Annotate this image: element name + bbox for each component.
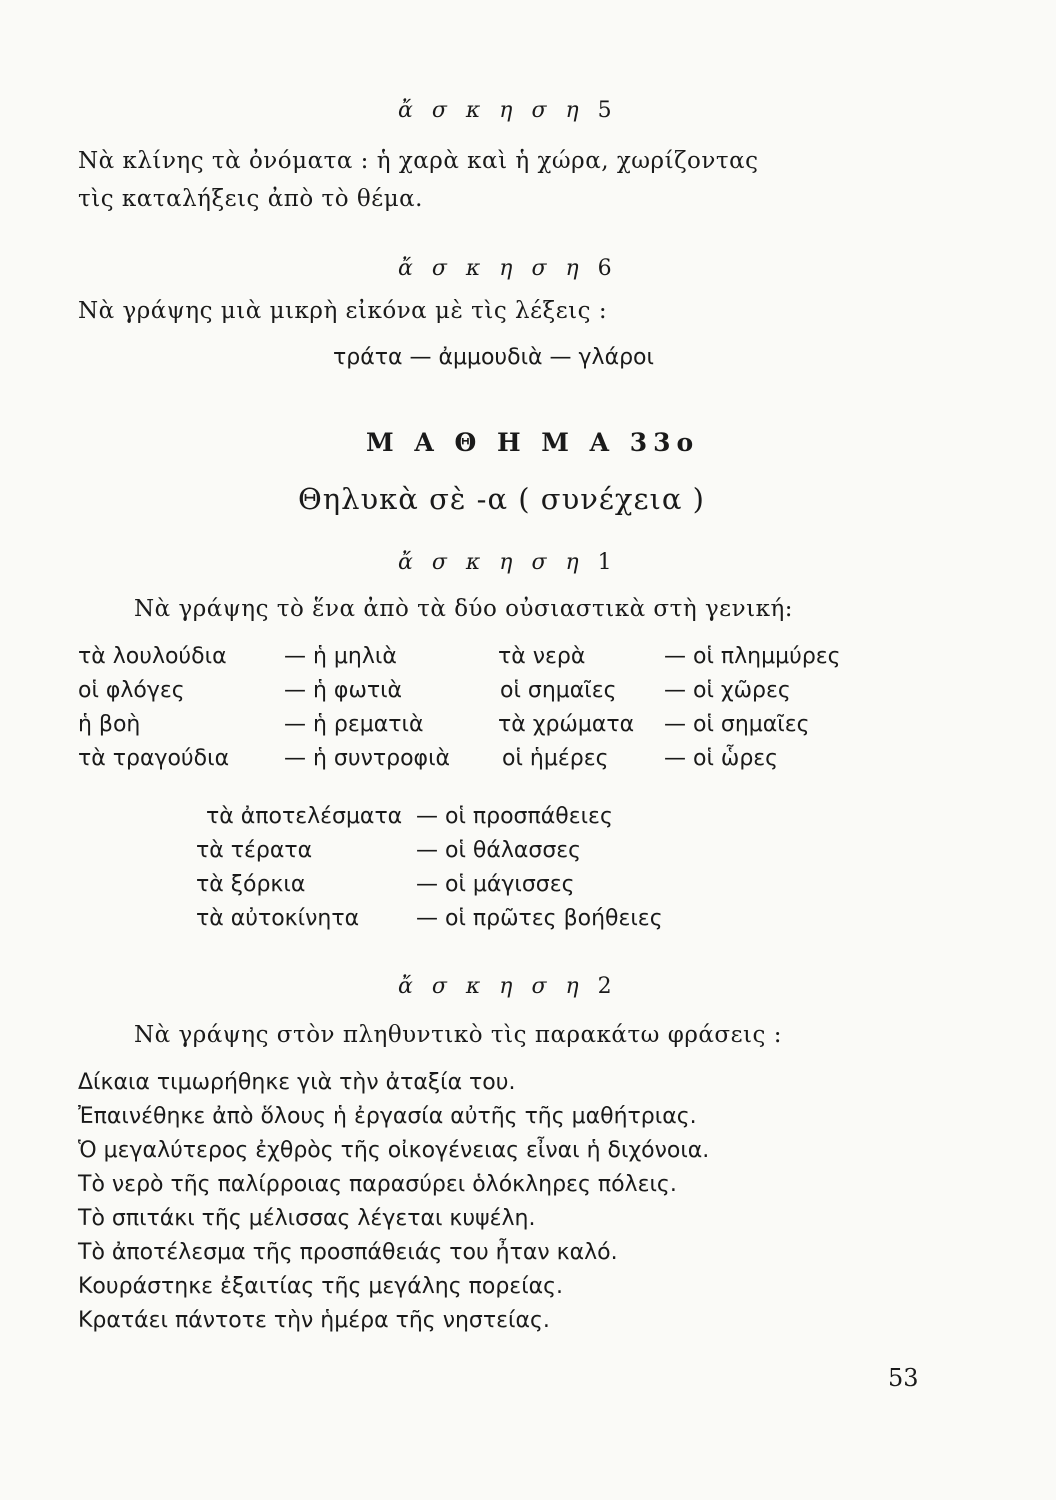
row-1-col-c: τὰ νερὰ [498, 644, 586, 669]
row-4-col-b: — ἡ συντροφιὰ [284, 746, 451, 771]
row-8-col-b: — οἱ πρῶτες βοήθειες [416, 906, 663, 931]
lesson-subtitle: Θηλυκὰ σὲ -α ( συνέχεια ) [298, 482, 705, 516]
row-4-col-a: τὰ τραγούδια [78, 746, 230, 771]
row-6-col-b: — οἱ θάλασσες [416, 838, 582, 863]
row-7-col-b: — οἱ μάγισσες [416, 872, 575, 897]
row-5-col-a: τὰ ἀποτελέσματα [206, 804, 403, 829]
row-7-col-a: τὰ ξόρκια [196, 872, 306, 897]
row-5-col-b: — οἱ προσπάθειες [416, 804, 613, 829]
exercise-2-sentence-5: Τὸ σπιτάκι τῆς μέλισσας λέγεται κυψέλη. [78, 1206, 536, 1231]
row-4-col-d: — οἱ ὧρες [664, 746, 779, 771]
row-3-col-a: ἡ βοὴ [78, 712, 141, 737]
row-3-col-c: τὰ χρώματα [498, 712, 635, 737]
exercise-2-instruction: Νὰ γράψης στὸν πληθυντικὸ τὶς παρακάτω φράσεις : [134, 1022, 782, 1048]
row-4-col-c: οἱ ἡμέρες [502, 746, 609, 771]
exercise-5-number: 5 [597, 98, 612, 123]
exercise-2-sentence-8: Κρατάει πάντοτε τὴν ἡμέρα τῆς νηστείας. [78, 1308, 550, 1333]
exercise-2-sentence-2: Ἐπαινέθηκε ἀπὸ ὅλους ἡ ἐργασία αὐτῆς τῆς μαθήτριας. [78, 1104, 697, 1129]
exercise-2-sentence-3: Ὁ μεγαλύτερος ἐχθρὸς τῆς οἰκογένειας εἶναι ἡ διχόνοια. [78, 1138, 710, 1163]
exercise-1-number: 1 [597, 550, 612, 575]
exercise-6-heading [398, 256, 612, 281]
exercise-2-sentence-1: Δίκαια τιμωρήθηκε γιὰ τὴν ἀταξία του. [78, 1070, 516, 1095]
row-1-col-b: — ἡ μηλιὰ [284, 644, 397, 669]
exercise-6-title: ἄ σ κ η σ η [398, 256, 585, 281]
row-1-col-d: — οἱ πλημμύρες [664, 644, 841, 669]
row-1-col-a: τὰ λουλούδια [78, 644, 227, 669]
exercise-5-instruction-line-1: Νὰ κλίνης τὰ ὀνόματα : ἡ χαρὰ καὶ ἡ χώρα, χωρίζοντας [78, 148, 759, 174]
row-2-col-a: οἱ φλόγες [78, 678, 185, 703]
exercise-5-instruction-line-2: τὶς καταλήξεις ἀπὸ τὸ θέμα. [78, 186, 423, 212]
row-6-col-a: τὰ τέρατα [196, 838, 313, 863]
exercise-5-heading [398, 98, 612, 123]
exercise-2-heading [398, 974, 612, 999]
exercise-1-title: ἄ σ κ η σ η [398, 550, 585, 575]
exercise-2-title: ἄ σ κ η σ η [398, 974, 585, 999]
page-number: 53 [888, 1364, 919, 1392]
row-2-col-b: — ἡ φωτιὰ [284, 678, 403, 703]
lesson-title: Μ Α Θ Η Μ Α 33ο [366, 428, 700, 457]
row-3-col-b: — ἡ ρεματιὰ [284, 712, 424, 737]
exercise-2-number: 2 [597, 974, 612, 999]
row-8-col-a: τὰ αὐτοκίνητα [196, 906, 360, 931]
row-2-col-c: οἱ σημαῖες [500, 678, 617, 703]
exercise-6-number: 6 [597, 256, 612, 281]
row-2-col-d: — οἱ χῶρες [664, 678, 791, 703]
exercise-2-sentence-7: Κουράστηκε ἐξαιτίας τῆς μεγάλης πορείας. [78, 1274, 564, 1299]
exercise-6-words: τράτα — ἀμμουδιὰ — γλάροι [333, 345, 654, 370]
exercise-1-heading [398, 550, 612, 575]
exercise-2-sentence-6: Τὸ ἀποτέλεσμα τῆς προσπάθειάς του ἦταν καλό. [78, 1240, 618, 1265]
exercise-1-instruction: Νὰ γράψης τὸ ἕνα ἀπὸ τὰ δύο οὐσιαστικὰ στὴ γενική: [134, 596, 794, 622]
row-3-col-d: — οἱ σημαῖες [664, 712, 810, 737]
exercise-2-sentence-4: Τὸ νερὸ τῆς παλίρροιας παρασύρει ὁλόκληρες πόλεις. [78, 1172, 677, 1197]
exercise-5-title: ἄ σ κ η σ η [398, 98, 585, 123]
exercise-6-instruction: Νὰ γράψης μιὰ μικρὴ εἰκόνα μὲ τὶς λέξεις : [78, 298, 608, 324]
